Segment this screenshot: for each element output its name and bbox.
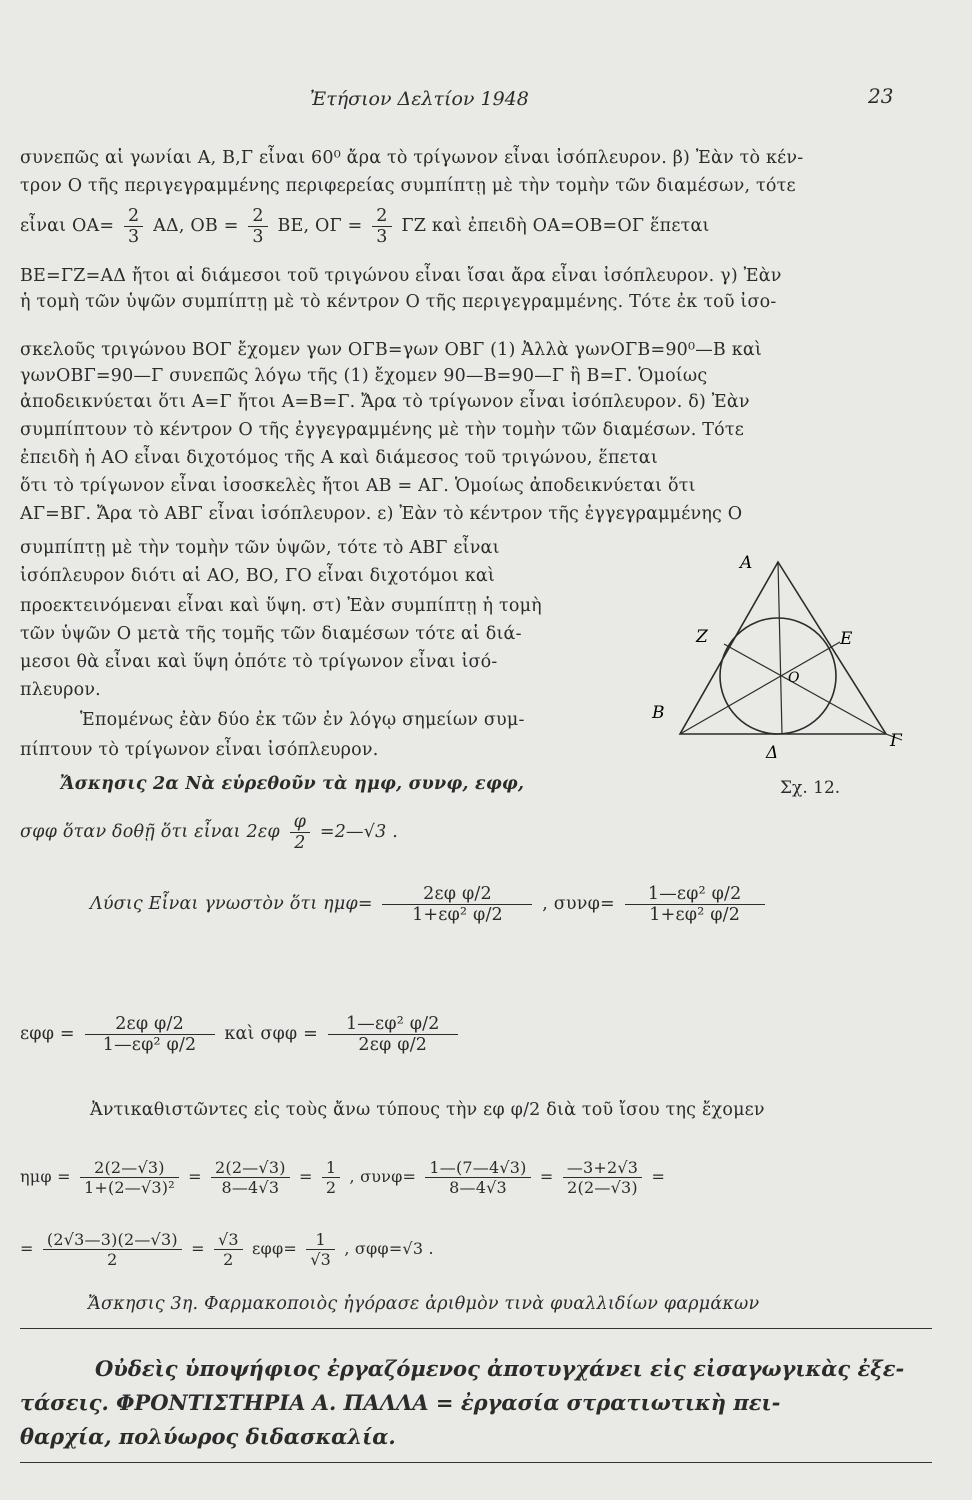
result-text: , συνφ= bbox=[349, 1167, 417, 1186]
text-line: ἐπειδὴ ἡ ΑΟ εἶναι διχοτόμος τῆς Α καὶ διάμεσος τοῦ τριγώνου, ἕπεται bbox=[20, 448, 658, 468]
fraction-numerator: 2(2—√3) bbox=[211, 1158, 290, 1178]
triangle-outline bbox=[680, 562, 886, 734]
formula-text: εφφ = bbox=[20, 1024, 75, 1044]
fraction-numerator: 1 bbox=[306, 1230, 335, 1250]
text-line: συνεπῶς αἱ γωνίαι Α, Β,Γ εἶναι 60⁰ ἄρα τὸ τρίγωνον εἶναι ἰσόπλευρον. β) Ἐὰν τὸ κέν- bbox=[20, 148, 804, 168]
eq-part: ΒΕ, ΟΓ = bbox=[277, 216, 363, 236]
fraction bbox=[214, 1230, 243, 1269]
point-label-e: Ε bbox=[840, 629, 853, 649]
fraction bbox=[425, 1158, 530, 1197]
fraction-numerator: 2 bbox=[124, 206, 143, 227]
fraction bbox=[80, 1158, 179, 1197]
result-text: = bbox=[191, 1239, 205, 1258]
text-line: Ἀντικαθιστῶντες εἰς τοὺς ἄνω τύπους τὴν εφ φ/2 διὰ τοῦ ἴσου της ἔχομεν bbox=[90, 1100, 765, 1120]
fraction-numerator: 1—εφ² φ/2 bbox=[328, 1014, 458, 1035]
fraction bbox=[290, 812, 310, 853]
fraction-numerator: φ bbox=[290, 812, 310, 833]
fraction-numerator: √3 bbox=[214, 1230, 243, 1250]
text-line: πίπτουν τὸ τρίγωνον εἶναι ἰσόπλευρον. bbox=[20, 740, 379, 760]
fraction-denominator: 2 bbox=[325, 1178, 337, 1197]
fraction-numerator: 2(2—√3) bbox=[80, 1158, 179, 1178]
fraction-denominator: 2 bbox=[223, 1250, 234, 1269]
fraction bbox=[328, 1014, 458, 1055]
advert-line-2: τάσεις. ΦΡΟΝΤΙΣΤΗΡΙΑ Α. ΠΑΛΛΑ = ἐργασία στρατιωτικὴ πει- bbox=[20, 1390, 781, 1415]
eq-part: εἶναι ΟΑ= bbox=[20, 216, 115, 236]
inscribed-circle bbox=[720, 618, 836, 734]
point-label-d: Δ bbox=[766, 743, 779, 763]
formula-text: καὶ σφφ = bbox=[224, 1024, 319, 1044]
formula-line bbox=[20, 1014, 462, 1055]
center-label-o: Ο bbox=[788, 670, 800, 686]
eq-part: ΑΔ, ΟΒ = bbox=[153, 216, 239, 236]
exercise-3-line: Ἄσκησις 3η. Φαρμακοποιὸς ἠγόρασε ἀριθμὸν τινὰ φυαλλιδίων φαρμάκων bbox=[88, 1294, 760, 1314]
fraction-denominator: 1+εφ² φ/2 bbox=[412, 905, 503, 925]
text-line: συμπίπτουν τὸ κέντρον Ο τῆς ἐγγεγραμμένης μὲ τὴν τομὴν τῶν διαμέσων. Τότε bbox=[20, 420, 744, 440]
median-line bbox=[778, 562, 782, 734]
result-line-1 bbox=[20, 1158, 665, 1197]
fraction-numerator: 2 bbox=[372, 206, 391, 227]
fraction-denominator: 2(2—√3) bbox=[567, 1178, 638, 1197]
text-line: ΑΓ=ΒΓ. Ἄρα τὸ ΑΒΓ εἶναι ἰσόπλευρον. ε) Ἐὰν τὸ κέντρον τῆς ἐγγεγραμμένης Ο bbox=[20, 504, 743, 524]
result-text: = bbox=[651, 1167, 666, 1186]
condition-text: =2—√3 . bbox=[319, 822, 398, 842]
fraction-numerator: 1—(7—4√3) bbox=[425, 1158, 530, 1178]
text-line: Ἑπομένως ἐὰν δύο ἐκ τῶν ἐν λόγῳ σημείων συμ- bbox=[80, 710, 525, 730]
text-line: μεσοι θὰ εἶναι καὶ ὕψη ὁπότε τὸ τρίγωνον εἶναι ἰσό- bbox=[20, 652, 498, 672]
fraction bbox=[625, 884, 765, 925]
result-text: = bbox=[539, 1167, 554, 1186]
fraction-denominator: 1+εφ² φ/2 bbox=[649, 905, 741, 925]
fraction-numerator: 2 bbox=[248, 206, 267, 227]
fraction-denominator: 2εφ φ/2 bbox=[358, 1035, 428, 1055]
text-line: προεκτεινόμεναι εἶναι καὶ ὕψη. στ) Ἐὰν συμπίπτῃ ἡ τομὴ bbox=[20, 596, 542, 616]
fraction-denominator: 8—4√3 bbox=[449, 1178, 507, 1197]
fraction bbox=[372, 206, 391, 247]
result-text: = bbox=[298, 1167, 313, 1186]
fraction bbox=[306, 1230, 335, 1269]
solution-lead: Λύσις Εἶναι γνωστὸν ὅτι ημφ= bbox=[90, 894, 373, 914]
fraction-denominator: 3 bbox=[252, 227, 264, 247]
fraction-denominator: 3 bbox=[128, 227, 140, 247]
result-text: = bbox=[20, 1239, 34, 1258]
vertex-label-g: Γ bbox=[890, 731, 902, 751]
fraction bbox=[382, 884, 532, 925]
fraction-numerator: 1—εφ² φ/2 bbox=[625, 884, 765, 905]
median-line bbox=[724, 644, 886, 734]
divider-top bbox=[20, 1328, 932, 1329]
exercise-2-condition bbox=[20, 812, 398, 853]
text-line: ΒΕ=ΓΖ=ΑΔ ἤτοι αἱ διάμεσοι τοῦ τριγώνου εἶναι ἴσαι ἄρα εἶναι ἰσόπλευρον. γ) Ἐὰν bbox=[20, 266, 782, 286]
text-line: τῶν ὑψῶν Ο μετὰ τῆς τομῆς τῶν διαμέσων τότε αἱ διά- bbox=[20, 624, 522, 644]
text-line: ὅτι τὸ τρίγωνον εἶναι ἰσοσκελὲς ἤτοι ΑΒ = ΑΓ. Ὁμοίως ἀποδεικνύεται ὅτι bbox=[20, 476, 696, 496]
fraction bbox=[124, 206, 143, 247]
fraction-denominator: 2 bbox=[107, 1250, 118, 1269]
fraction-numerator: 2εφ φ/2 bbox=[85, 1014, 215, 1035]
text-line: ἡ τομὴ τῶν ὑψῶν συμπίπτῃ μὲ τὸ κέντρον Ο τῆς περιγεγραμμένης. Τότε ἐκ τοῦ ἰσο- bbox=[20, 292, 777, 312]
fraction-numerator: —3+2√3 bbox=[563, 1158, 642, 1178]
text-line: τρον Ο τῆς περιγεγραμμένης περιφερείας συμπίπτῃ μὲ τὴν τομὴν τῶν διαμέσων, τότε bbox=[20, 176, 796, 196]
text-line: ἀποδεικνύεται ὅτι Α=Γ ἤτοι Α=Β=Γ. Ἄρα τὸ τρίγωνον εἶναι ἰσόπλευρον. δ) Ἐὰν bbox=[20, 392, 750, 412]
fraction bbox=[43, 1230, 182, 1269]
solution-line bbox=[90, 884, 769, 925]
fraction bbox=[248, 206, 267, 247]
text-line: πλευρον. bbox=[20, 680, 101, 700]
text-line: γωνΟΒΓ=90—Γ συνεπῶς λόγω τῆς (1) ἔχομεν 90—Β=90—Γ ἢ Β=Γ. Ὁμοίως bbox=[20, 366, 708, 386]
eq-part: ΓΖ καὶ ἐπειδὴ ΟΑ=ΟΒ=ΟΓ ἕπεται bbox=[401, 216, 710, 236]
result-text: = bbox=[188, 1167, 202, 1186]
advert-line-1: Οὐδεὶς ὑποψήφιος ἐργαζόμενος ἀποτυγχάνει εἰς εἰσαγωγικὰς ἐξε- bbox=[95, 1356, 905, 1381]
vertex-label-b: Β bbox=[652, 703, 665, 723]
fraction bbox=[211, 1158, 290, 1197]
triangle-figure bbox=[640, 548, 920, 808]
fraction-denominator: 8—4√3 bbox=[221, 1178, 280, 1197]
fraction bbox=[563, 1158, 642, 1197]
result-text: , σφφ=√3 . bbox=[344, 1239, 434, 1258]
figure-caption: Σχ. 12. bbox=[780, 778, 841, 798]
result-text: εφφ= bbox=[252, 1239, 297, 1258]
fraction-denominator: 1—εφ² φ/2 bbox=[102, 1035, 197, 1055]
condition-text: σφφ ὅταν δοθῇ ὅτι εἶναι 2εφ bbox=[20, 822, 280, 842]
equation-line bbox=[20, 206, 710, 247]
vertex-label-a: Α bbox=[740, 553, 753, 573]
text-line: σκελοῦς τριγώνου ΒΟΓ ἔχομεν γων ΟΓΒ=γων ΟΒΓ (1) Ἀλλὰ γωνΟΓΒ=90⁰—Β καὶ bbox=[20, 340, 762, 360]
exercise-2-title: Ἄσκησις 2α Νὰ εὑρεθοῦν τὰ ημφ, συνφ, εφφ, bbox=[60, 774, 525, 794]
fraction-numerator: 1 bbox=[322, 1158, 340, 1178]
page-number: 23 bbox=[868, 84, 894, 108]
text-line: ἰσόπλευρον διότι αἱ ΑΟ, ΒΟ, ΓΟ εἶναι διχοτόμοι καὶ bbox=[20, 566, 495, 586]
divider-bottom bbox=[20, 1462, 932, 1463]
fraction-numerator: 2εφ φ/2 bbox=[382, 884, 532, 905]
fraction-denominator: √3 bbox=[310, 1250, 332, 1269]
running-header: Ἐτήσιον Δελτίον 1948 bbox=[310, 88, 529, 110]
solution-text: , συνφ= bbox=[542, 894, 615, 914]
fraction bbox=[85, 1014, 215, 1055]
fraction bbox=[322, 1158, 340, 1197]
advert-line-3: θαρχία, πολύωρος διδασκαλία. bbox=[20, 1424, 396, 1449]
fraction-denominator: 3 bbox=[376, 227, 388, 247]
result-line-2 bbox=[20, 1230, 434, 1269]
fraction-denominator: 1+(2—√3)² bbox=[83, 1178, 175, 1197]
fraction-denominator: 2 bbox=[294, 833, 306, 853]
point-label-z: Ζ bbox=[696, 627, 708, 647]
text-line: συμπίπτῃ μὲ τὴν τομὴν τῶν ὑψῶν, τότε τὸ ΑΒΓ εἶναι bbox=[20, 538, 500, 558]
result-text: ημφ = bbox=[20, 1167, 71, 1186]
fraction-numerator: (2√3—3)(2—√3) bbox=[43, 1230, 182, 1250]
